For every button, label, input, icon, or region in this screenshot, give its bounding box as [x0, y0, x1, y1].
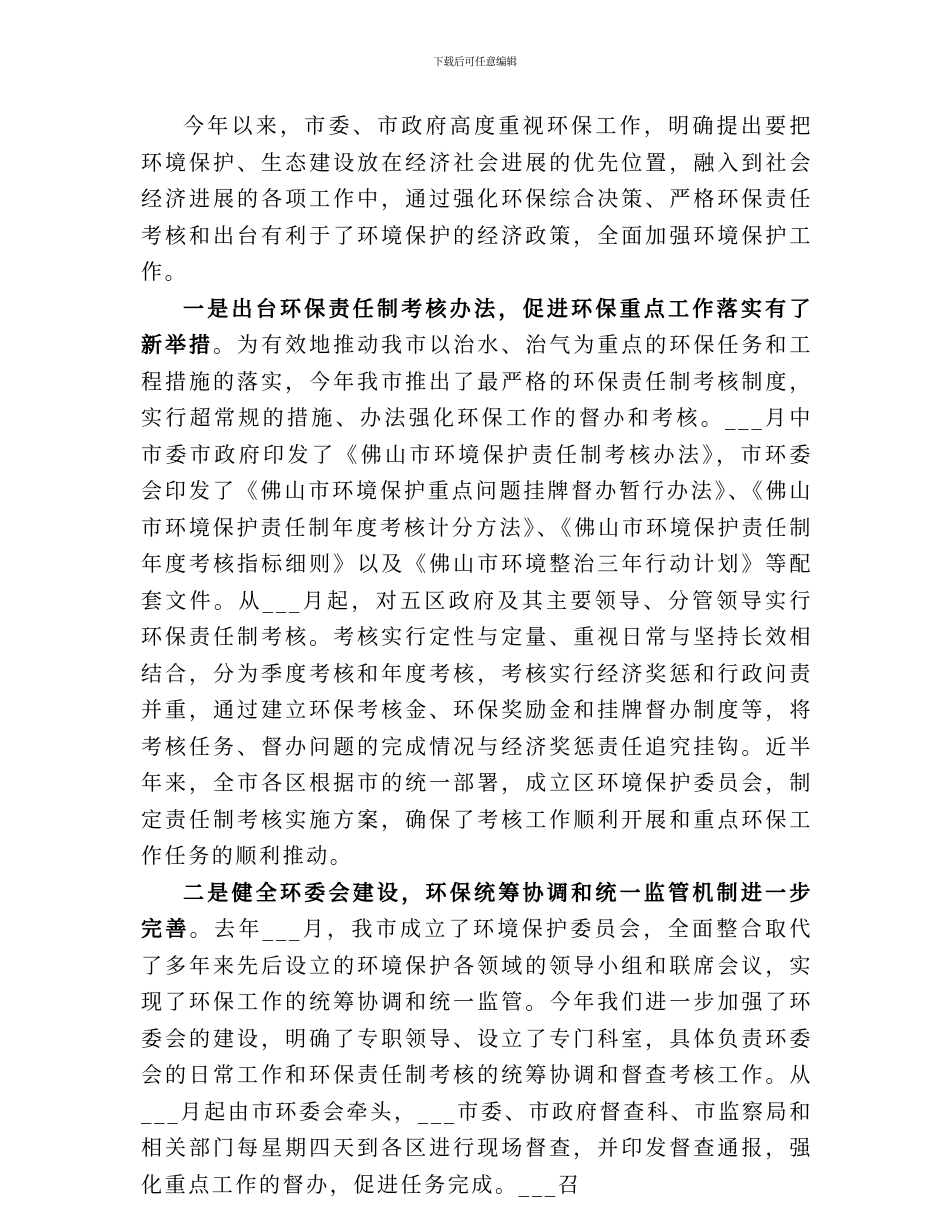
page-header-note: 下载后可任意编辑 — [433, 56, 517, 68]
paragraph-text: 。去年___月，我市成立了环境保护委员会，全面整合取代了多年来先后设立的环境保护各领域的领导小组和联席会议，实现了环保工作的统筹协调和统一监管。今年我们进一步加强了环委会的建设，明确了专职领导、设立了专门科室，具体负责环委会的日常工作和环保责任制考核的统筹协调和督查考核工作。从___月起由市环委会牵头，___市委、市政府督查科、市监察局和相关部门每星期四天到各区进行现场督查，并印发督查通报，强化重点工作的督办，促进任务完成。___召 — [141, 917, 813, 1197]
paragraph-intro — [141, 108, 813, 291]
document-body — [141, 108, 813, 1203]
paragraph-point-one — [141, 291, 813, 875]
paragraph-text: 。为有效地推动我市以治水、治气为重点的环保任务和工程措施的落实，今年我市推出了最严格的环保责任制考核制度，实行超常规的措施、办法强化环保工作的督办和考核。___月中市委市政府印发了《佛山市环境保护责任制考核办法》，市环委会印发了《佛山市环境保护重点问题挂牌督办暂行办法》、《佛山市环境保护责任制年度考核计分方法》、《佛山市环境保护责任制年度考核指标细则》以及《佛山市环境整治三年行动计划》等配套文件。从___月起，对五区政府及其主要领导、分管领导实行环保责任制考核。考核实行定性与定量、重视日常与坚持长效相结合，分为季度考核和年度考核，考核实行经济奖惩和行政问责并重，通过建立环保考核金、环保奖励金和挂牌督办制度等，将考核任务、督办问题的完成情况与经济奖惩责任追究挂钩。近半年来，全市各区根据市的统一部署，成立区环境保护委员会，制定责任制考核实施方案，确保了考核工作顺利开展和重点环保工作任务的顺利推动。 — [141, 333, 813, 868]
paragraph-lead: 一是出台环保责任制考核办法，促进环保重点工作落实有了新举措 — [141, 295, 813, 357]
paragraph-lead: 二是健全环委会建设，环保统筹协调和统一监管机制进一步完善 — [141, 879, 813, 941]
paragraph-text: 今年以来，市委、市政府高度重视环保工作，明确提出要把环境保护、生态建设放在经济社会进展的优先位置，融入到社会经济进展的各项工作中，通过强化环保综合决策、严格环保责任考核和出台有利于了环境保护的经济政策，全面加强环境保护工作。 — [141, 114, 813, 284]
paragraph-point-two — [141, 875, 813, 1204]
